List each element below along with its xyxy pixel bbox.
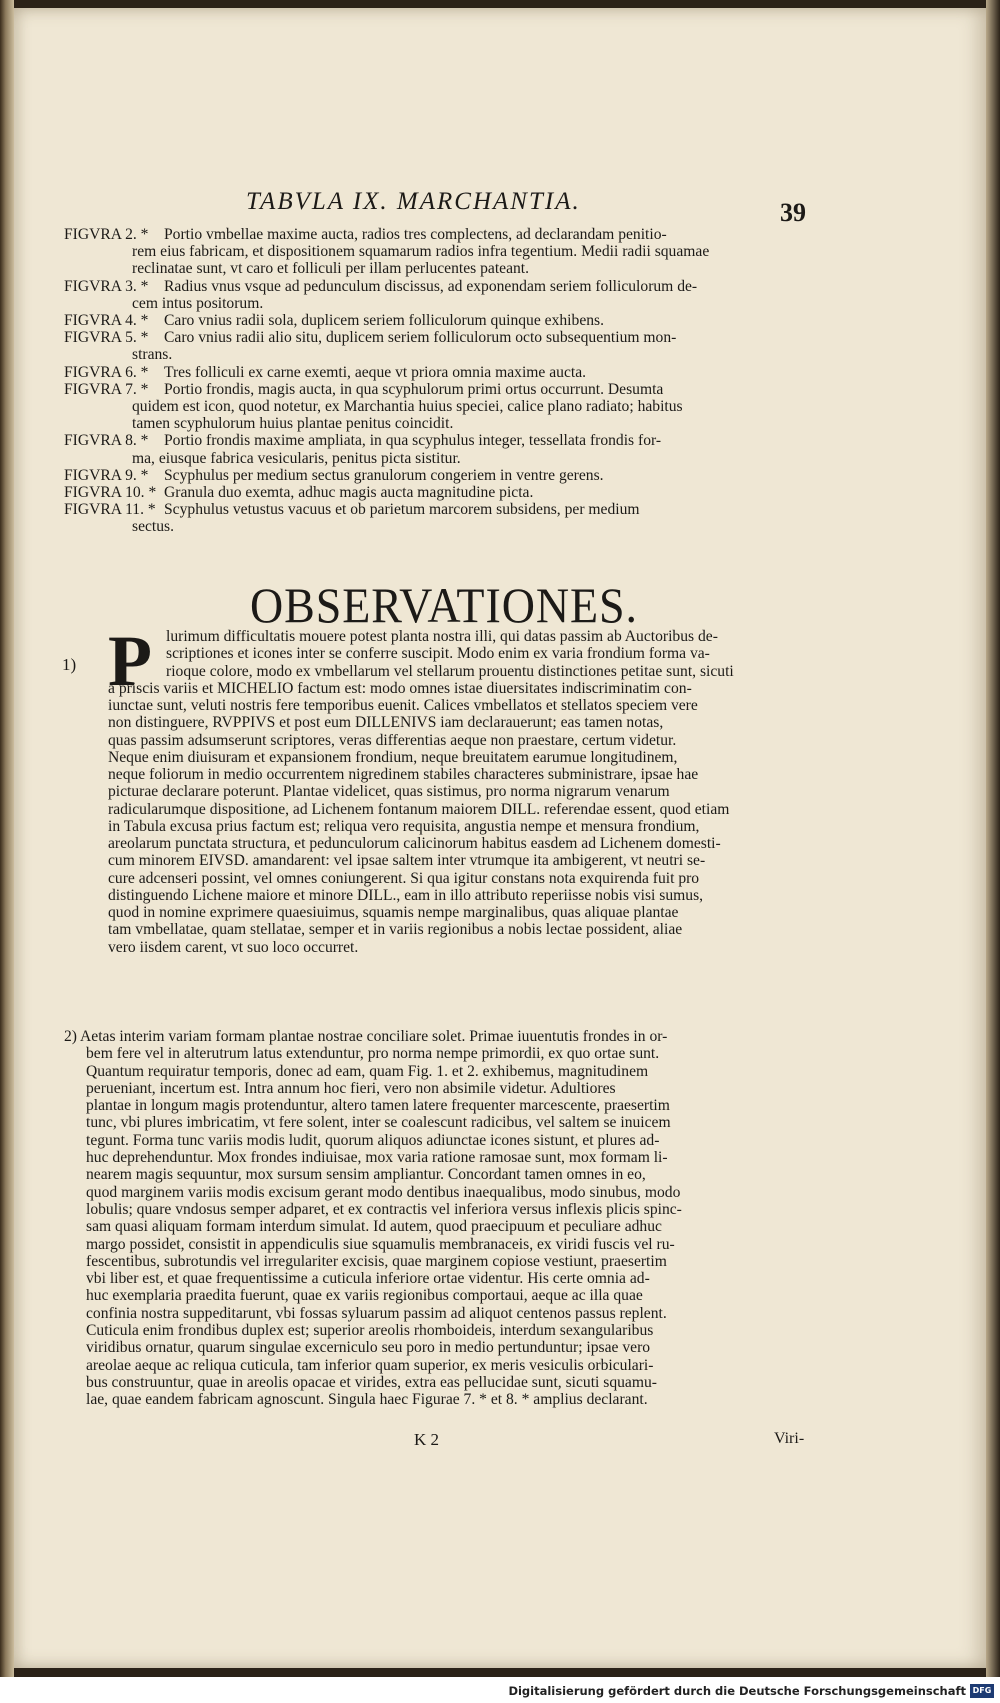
observation-2-text (64, 1028, 812, 1409)
text-line: areolarum punctata structura, et pedunculorum calicinorum habitus easdem ad Lichenem domesti- (108, 835, 721, 852)
text-line: picturae declarare poterunt. Plantae videlicet, quas sistimus, pro norma nigrarum venarum (108, 783, 670, 801)
caption-line: Caro vnius radii alio situ, duplicem seriem folliculorum octo subsequentium mon- (164, 329, 677, 347)
figure-label: FIGVRA 8. * (64, 432, 149, 450)
text-line: confinia nostra suppeditarunt, vbi fossas syluarum passim ad aliquot centenos passus replent. (86, 1304, 667, 1322)
text-line: margo possidet, consistit in appendiculis siue squamulis membranaceis, ex viridi fuscis vel ru- (86, 1235, 675, 1253)
caption-line: ma, eiusque fabrica vesicularis, penitus picta sistitur. (132, 449, 461, 467)
text-line: quod in nomine exprimere quaesiuimus, squamis nempe marginalibus, quas aliquae plantae (108, 904, 679, 921)
text-line: huc exemplaria praedita fuerunt, quae ex variis regionibus comportaui, aeque ac illa quae (86, 1287, 643, 1305)
caption-line: rem eius fabricam, et dispositionem squamarum radios infra tegentium. Medii radii squamae (132, 243, 710, 261)
text-line: plantae in longum magis protenduntur, altero tamen latere frequenter marcescente, praesertim (86, 1097, 670, 1115)
figure-caption (64, 226, 812, 278)
figure-label: FIGVRA 3. * (64, 277, 149, 295)
page-header: TABVLA IX. MARCHANTIA. (246, 188, 581, 215)
figure-label: FIGVRA 4. * (64, 312, 149, 330)
drop-capital: P (108, 621, 152, 701)
text-line: radicularumque dispositione, ad Lichenem fontanum maiorem DILL. referendae essent, quod etiam (108, 800, 730, 818)
text-line: rioque colore, modo ex vmbellarum vel stellarum prouentu distinctiones petitae sunt, sicuti (166, 662, 734, 680)
figure-caption (64, 329, 812, 363)
text-line: scriptiones et icones inter se conferre suscipit. Modo enim ex varia frondium forma va- (166, 645, 710, 663)
text-line: non distinguere, RVPPIVS et post eum DILLENIVS iam declarauerunt; eas tamen notas, (108, 714, 664, 732)
observation-2 (64, 1028, 812, 1409)
observation-1-text (108, 621, 812, 956)
figure-label: FIGVRA 2. * (64, 226, 149, 243)
figure-label: FIGVRA 9. * (64, 466, 149, 484)
figure-caption (64, 501, 812, 535)
caption-line: tamen scyphulorum huius plantae penitus coincidit. (132, 415, 454, 433)
figure-caption (64, 312, 812, 329)
caption-line: quidem est icon, quod notetur, ex Marchantia huius speciei, calice plano radiato; habitus (132, 398, 683, 416)
text-line: lobulis; quare vndosus semper adparet, et ex contractis vel inferiora versus inflexis plicis spinc- (86, 1200, 682, 1218)
observation-1 (62, 621, 812, 956)
text-line: areolae aeque ac reliqua cuticula, tam inferior quam superior, ex meris vesiculis orbiculari- (86, 1356, 654, 1374)
figure-label: FIGVRA 11. * (64, 501, 156, 519)
paragraph-number: 1) (62, 655, 77, 674)
figure-caption (64, 364, 812, 381)
text-line: lurimum difficultatis mouere potest planta nostra illi, qui datas passim ab Auctoribus de- (166, 628, 718, 645)
text-line: Neque enim diuisuram et expansionem frondium, neque breuitatem earumue longitudinem, (108, 748, 678, 766)
caption-line: strans. (132, 346, 173, 364)
funding-credit: Digitalisierung gefördert durch die Deutsche Forschungsgemeinschaft (508, 1684, 966, 1698)
text-line: Quantum requiratur temporis, donec ad eam, quam Fig. 1. et 2. exhibemus, magnitudinem (86, 1062, 649, 1080)
book-edge-right (986, 0, 1000, 1680)
digitization-footer (0, 1677, 1000, 1703)
text-line: in Tabula excusa prius factum est; reliqua vero requisita, angustia nempe et mensura frondium, (108, 817, 700, 835)
section-title: OBSERVATIONES. (250, 577, 638, 633)
figure-captions (64, 226, 812, 536)
caption-line: reclinatae sunt, vt caro et folliculi per illam perlucentes pateant. (132, 260, 530, 278)
text-line: 2) Aetas interim variam formam plantae nostrae conciliare solet. Primae iuuentutis frondes in or- (64, 1028, 668, 1045)
caption-line: sectus. (132, 518, 175, 536)
text-line: sam quasi aliquam formam interdum simulat. Id autem, quod praecipuum et peculiare adhuc (86, 1218, 662, 1236)
text-line: iunctae sunt, veluti nostris fere temporibus euenit. Calices vmbellatos et stellatos speciem vere (108, 697, 698, 714)
caption-line: Caro vnius radii sola, duplicem seriem folliculorum quinque exhibens. (164, 312, 604, 330)
dfg-logo: DFG (970, 1684, 994, 1698)
book-page (14, 8, 986, 1668)
figure-caption (64, 432, 812, 466)
figure-caption (64, 278, 812, 312)
text-line: viridibus ornatur, quarum singulae excerniculo seu poro in medio pertunduntur; ipsae vero (86, 1339, 651, 1357)
text-line: cure adcenseri possint, vel omnes coniungerent. Si qua igitur constans nota exquirenda fuit pro (108, 869, 700, 887)
text-line: tunc, vbi plures imbricatim, vt fere solent, inter se coalescunt radicibus, vel saltem se inuicem (86, 1114, 671, 1132)
figure-caption (64, 484, 812, 501)
text-line: distinguendo Lichene maiore et minore DILL., eam in illo attributo reperiisse nobis visi sumus, (108, 886, 704, 904)
text-line: a priscis variis et MICHELIO factum est: modo omnes istae diuersitates indiscriminatim con- (108, 679, 692, 697)
caption-line: Portio vmbellae maxime aucta, radios tres complectens, ad declarandam penitio- (164, 226, 667, 243)
text-line: Cuticula enim frondibus duplex est; superior areolis rhomboideis, interdum sexangularibus (86, 1322, 654, 1340)
text-line: quas passim adsumserunt scriptores, veras differentias aeque non praestare, certum videtur. (108, 731, 677, 749)
figure-label: FIGVRA 7. * (64, 380, 149, 398)
caption-line: Scyphulus vetustus vacuus et ob parietum marcorem subsidens, per medium (164, 501, 640, 519)
caption-line: cem intus positorum. (132, 294, 264, 312)
signature-mark: K 2 (414, 1430, 440, 1449)
text-line: nearem magis sequuntur, mox sursum sensim ampliantur. Concordant tamen omnes in eo, (86, 1166, 646, 1184)
caption-line: Radius vnus vsque ad pedunculum discissus, ad exponendam seriem folliculorum de- (164, 277, 698, 295)
figure-caption (64, 467, 812, 484)
text-line: bem fere vel in alterutrum latus extenduntur, pro norma nempe primordii, ex quo ortae sunt. (86, 1045, 660, 1063)
text-line: vero iisdem carent, vt suo loco occurret. (108, 938, 359, 956)
caption-line: Portio frondis, magis aucta, in qua scyphulorum primi ortus occurrunt. Desumta (164, 380, 664, 398)
text-line: tam vmbellatae, quam stellatae, semper et in variis regionibus a nobis lectae possident, aliae (108, 921, 683, 939)
text-line: quod marginem variis modis excisum gerant modo dentibus inaequalibus, modo sinubus, modo (86, 1183, 681, 1201)
text-line: fescentibus, subrotundis vel irregulariter excisis, quae marginem copiose vestiunt, praesertim (86, 1252, 667, 1270)
text-line: neque foliorum in medio occurrentem nigredinem stabiles characteres subministrare, ipsae hae (108, 766, 699, 783)
text-line: huc deprehenduntur. Mox frondes indiuisae, mox varia ratione ramosae sunt, mox formam li- (86, 1149, 668, 1167)
figure-label: FIGVRA 6. * (64, 363, 149, 381)
caption-line: Tres folliculi ex carne exemti, aeque vt priora omnia maxime aucta. (164, 363, 587, 381)
figure-label: FIGVRA 5. * (64, 329, 149, 347)
page-number: 39 (780, 198, 806, 227)
caption-line: Granula duo exemta, adhuc magis aucta magnitudine picta. (164, 484, 534, 502)
text-line: bus construuntur, quae in areolis opacae et virides, extra eas pellucidae sunt, sicuti squamu- (86, 1373, 657, 1391)
text-line: tegunt. Forma tunc variis modis ludit, quorum aliquos adiunctae icones sistunt, et plures ad- (86, 1131, 660, 1149)
text-line: lae, quae eandem fabricam agnoscunt. Singula haec Figurae 7. * et 8. * amplius declarant. (86, 1391, 648, 1409)
figure-label: FIGVRA 10. * (64, 484, 157, 502)
book-binding-left (0, 0, 14, 1680)
figure-caption (64, 381, 812, 433)
caption-line: Portio frondis maxime ampliata, in qua scyphulus integer, tessellata frondis for- (164, 432, 662, 450)
caption-line: Scyphulus per medium sectus granulorum congeriem in ventre gerens. (164, 466, 604, 484)
text-line: perueniant, incertum est. Intra annum hoc fieri, vero non absimile videtur. Adultiores (86, 1079, 616, 1097)
text-line: cum minorem EIVSD. amandarent: vel ipsae saltem inter vtrumque ita ambigerent, vt neutri se- (108, 852, 706, 870)
text-line: vbi liber est, et quae frequentissime a cuticula inferiore ortae videntur. His certe omnia ad- (86, 1270, 650, 1288)
catchword: Viri- (774, 1430, 805, 1447)
